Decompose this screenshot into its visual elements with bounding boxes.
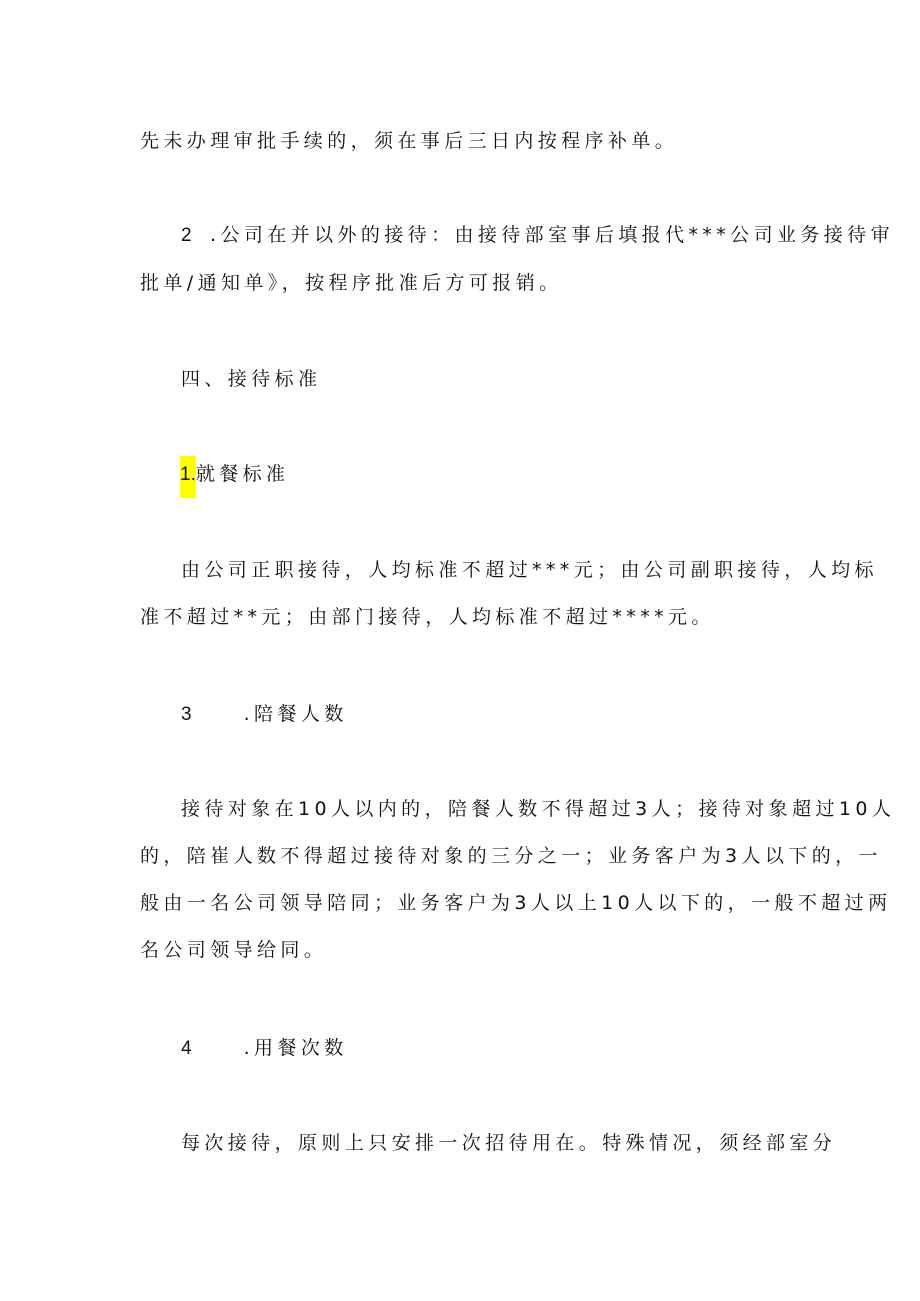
item-number: 4 bbox=[181, 1038, 192, 1059]
text-run: 批单/通知单》，按程序批准后方可报销。 bbox=[140, 272, 563, 294]
heading-text: 四、接待标准 bbox=[181, 368, 322, 390]
text-run: 般由一名公司领导陪同；业务客户为3人以上10人以下的，一般不超过两 bbox=[140, 892, 892, 914]
paragraph-line bbox=[140, 270, 563, 296]
text-run: 准不超过**元；由部门接待，人均标准不超过****元。 bbox=[140, 606, 715, 628]
paragraph-line bbox=[140, 890, 891, 916]
text-run: .公司在并以外的接待：由接待部室事后填报代***公司业务接待审 bbox=[210, 224, 894, 246]
item-number: 3 bbox=[181, 704, 192, 725]
paragraph-line bbox=[140, 604, 715, 630]
heading-text: .陪餐人数 bbox=[243, 703, 348, 725]
heading-text: 就餐标准 bbox=[195, 463, 290, 485]
paragraph-line bbox=[181, 1130, 836, 1156]
item-number: 2 bbox=[181, 225, 192, 246]
subsection-heading bbox=[181, 1035, 348, 1062]
heading-text: .用餐次数 bbox=[243, 1037, 348, 1059]
paragraph-line bbox=[181, 222, 894, 249]
paragraph-line bbox=[181, 796, 895, 822]
text-run: 由公司正职接待，人均标准不超过***元；由公司副职接待，人均标 bbox=[181, 559, 878, 581]
text-run: 每次接待，原则上只安排一次招待用在。特殊情况，须经部室分 bbox=[181, 1132, 837, 1154]
paragraph-line bbox=[140, 843, 882, 869]
highlighted-number: 1. bbox=[180, 456, 196, 498]
subsection-heading bbox=[180, 461, 289, 498]
paragraph-line bbox=[140, 128, 678, 154]
text-run: 的，陪崔人数不得超过接待对象的三分之一；业务客户为3人以下的，一 bbox=[140, 845, 882, 867]
text-run: 先未办理审批手续的，须在事后三日内按程序补单。 bbox=[140, 130, 679, 152]
paragraph-line bbox=[140, 937, 327, 963]
section-heading bbox=[181, 366, 321, 392]
paragraph-line bbox=[181, 557, 878, 583]
text-run: 接待对象在10人以内的，陪餐人数不得超过3人；接待对象超过10人 bbox=[181, 798, 896, 820]
text-run: 名公司领导给同。 bbox=[140, 939, 328, 961]
subsection-heading bbox=[181, 701, 348, 728]
